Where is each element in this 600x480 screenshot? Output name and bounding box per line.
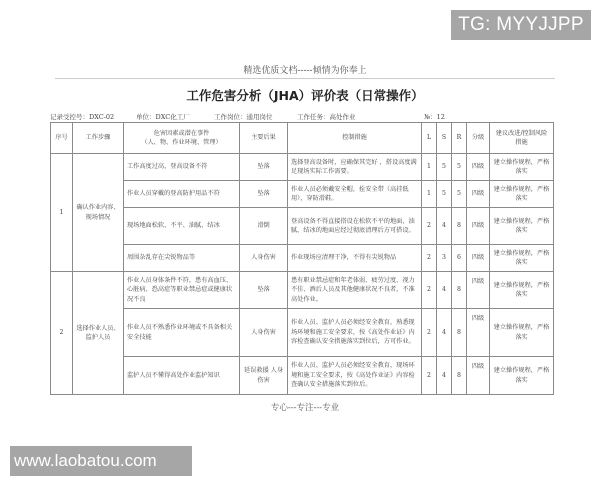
hazard-cell: 周围杂乱存在尖锐物品等	[124, 245, 240, 272]
header-l: L	[422, 123, 437, 154]
hazard-cell: 工作高度过高，登高设备不符	[124, 154, 240, 181]
table-row	[51, 272, 554, 309]
r-cell: 8	[452, 272, 467, 309]
grade-cell: 四级	[467, 181, 490, 208]
jha-table	[50, 122, 554, 395]
table-row	[51, 181, 554, 208]
watermark-top-right: TG: MYYJJPP	[451, 10, 591, 40]
hazard-cell: 现场地面松软、不平、油腻、结冰	[124, 208, 240, 245]
watermark-bottom-left: www.laobatou.com	[10, 446, 192, 476]
hazard-cell: 作业人员身体条件不符，患有高血压、心脏病、恐高症等职业禁忌症或健康状况不良	[124, 272, 240, 309]
seq-cell: 2	[51, 272, 73, 395]
r-cell: 5	[452, 181, 467, 208]
table-row	[51, 357, 554, 395]
header-hazard-main: 危害因素或潜在事件	[153, 129, 210, 137]
task-label: 工作任务：高处作业	[297, 113, 356, 121]
s-cell: 4	[437, 272, 452, 309]
l-cell: 1	[422, 154, 437, 181]
table-header-row	[51, 123, 554, 154]
record-number: 记录受控号：DXC-02	[50, 113, 115, 121]
r-cell: 5	[452, 154, 467, 181]
post-label: 工作岗位：通用岗位	[214, 113, 273, 121]
table-row	[51, 245, 554, 272]
header-r: R	[452, 123, 467, 154]
document-header: 精选优质文档-----倾情为你奉上	[243, 66, 367, 76]
hazard-cell: 监护人员不懂得高处作业监护知识	[124, 357, 240, 395]
l-cell: 2	[422, 208, 437, 245]
header-control: 控制措施	[288, 123, 422, 154]
consequence-cell: 坠落	[240, 154, 288, 181]
consequence-cell: 坠落	[240, 272, 288, 309]
l-cell: 2	[422, 357, 437, 395]
hazard-cell: 作业人员不熟悉作业环境或不具备相关安全技能	[124, 309, 240, 357]
unit-label: 单位：DXC化工厂	[136, 113, 190, 121]
header-seq: 序号	[51, 123, 73, 154]
control-cell: 登高设备不得直接搭设在松软不平的地面，油腻、结冰的地面应经过彻底清理后方可搭设。	[288, 208, 422, 245]
s-cell: 4	[437, 357, 452, 395]
suggest-cell: 建立操作规程，严格落实	[490, 357, 554, 395]
step-cell: 选择作业人员、监护人员	[73, 272, 124, 395]
header-suggest: 建议改进/控制风险措施	[490, 123, 554, 154]
header-consequence: 主要后果	[240, 123, 288, 154]
doc-number: №：12	[424, 113, 445, 121]
r-cell: 8	[452, 309, 467, 357]
control-cell: 作业人员、监护人员必须经安全教育，熟悉现场环境和施工安全要求，按《高处作业证》内容检查确认安全措施落实到位后，方可作业。	[288, 309, 422, 357]
consequence-cell: 人身伤害	[240, 245, 288, 272]
consequence-cell: 坠落	[240, 181, 288, 208]
l-cell: 2	[422, 272, 437, 309]
suggest-cell: 建立操作规程，严格落实	[490, 154, 554, 181]
table-row	[51, 154, 554, 181]
grade-cell: 四级	[467, 309, 490, 357]
header-divider	[55, 78, 555, 79]
table-row	[51, 208, 554, 245]
step-cell: 确认作业内容、现场情况	[73, 154, 124, 272]
consequence-cell: 人身伤害	[240, 309, 288, 357]
header-hazard	[124, 123, 240, 154]
grade-cell: 四级	[467, 357, 490, 395]
grade-cell: 四级	[467, 154, 490, 181]
s-cell: 5	[437, 154, 452, 181]
document-footer: 专心---专注---专业	[270, 403, 340, 413]
s-cell: 4	[437, 309, 452, 357]
header-hazard-sub: （人、物、作业环境、管理）	[141, 139, 222, 146]
suggest-cell: 建立操作规程，严格落实	[490, 181, 554, 208]
r-cell: 8	[452, 357, 467, 395]
table-row	[51, 309, 554, 357]
document-title: 工作危害分析（JHA）评价表（日常操作）	[186, 88, 424, 103]
l-cell: 1	[422, 181, 437, 208]
grade-cell: 四级	[467, 208, 490, 245]
s-cell: 5	[437, 181, 452, 208]
suggest-cell: 建立操作规程，严格落实	[490, 309, 554, 357]
control-cell: 作业人员、监护人员必须经安全教育，现场环境和施工安全要求，按《高处作业证》内容检查确认安全措施落实到位后。	[288, 357, 422, 395]
control-cell: 作业现场应清理干净，不得有尖锐物品	[288, 245, 422, 272]
header-step: 工作步骤	[73, 123, 124, 154]
l-cell: 2	[422, 245, 437, 272]
suggest-cell: 建立操作规程，严格落实	[490, 272, 554, 309]
l-cell: 2	[422, 309, 437, 357]
suggest-cell: 建立操作规程，严格落实	[490, 245, 554, 272]
r-cell: 6	[452, 245, 467, 272]
consequence-cell: 延误救援 人身伤害	[240, 357, 288, 395]
seq-cell: 1	[51, 154, 73, 272]
grade-cell: 四级	[467, 245, 490, 272]
header-grade: 分级	[467, 123, 490, 154]
control-cell: 选择登高设备时，应确保其完好 ，搭设高度满足现场实际工作需要。	[288, 154, 422, 181]
r-cell: 8	[452, 208, 467, 245]
control-cell: 作业人员必须戴安全帽，拴安全带（高挂低用），穿防滑鞋。	[288, 181, 422, 208]
header-s: S	[437, 123, 452, 154]
suggest-cell: 建立操作规程，严格落实	[490, 208, 554, 245]
control-cell: 患有职业禁忌症和年老体弱、疲劳过度、视力不佳、酒后人员及其他健康状况不良者，不准高处作业。	[288, 272, 422, 309]
grade-cell: 四级	[467, 272, 490, 309]
hazard-cell: 作业人员穿戴的登高防护用品不符	[124, 181, 240, 208]
consequence-cell: 滑倒	[240, 208, 288, 245]
s-cell: 4	[437, 208, 452, 245]
s-cell: 3	[437, 245, 452, 272]
